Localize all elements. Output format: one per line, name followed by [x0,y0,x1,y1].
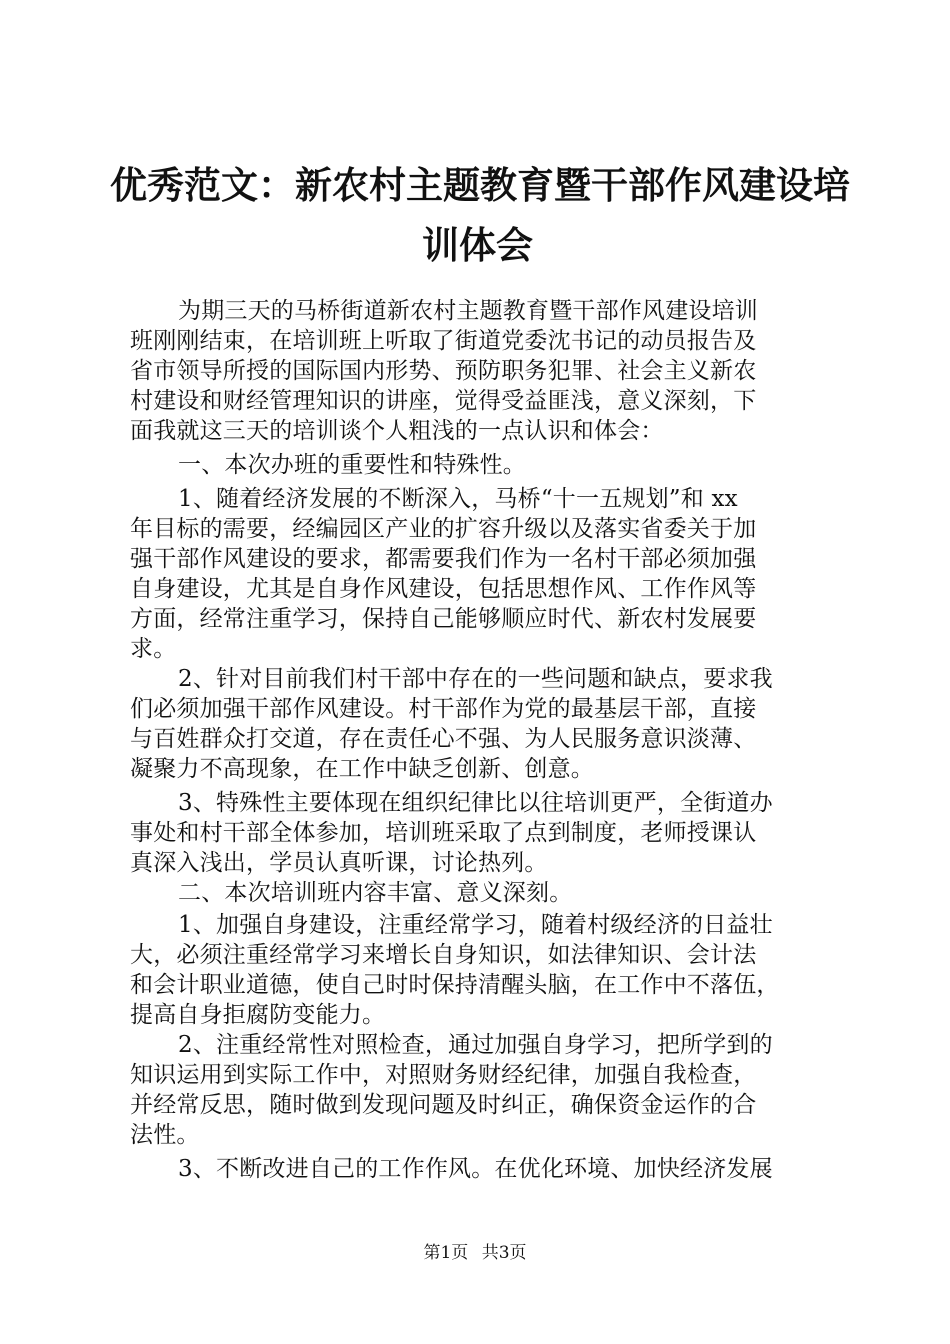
document-title-line-2: 训体会 [422,223,533,267]
body-line: 1、随着经济发展的不断深入，马桥“十一五规划”和 xx [178,486,738,512]
body-line: 年目标的需要，经编园区产业的扩容升级以及落实省委关于加 [130,516,757,542]
page-number: 第1页 [423,1243,469,1263]
body-line: 真深入浅出，学员认真听课，讨论热列。 [130,850,548,876]
document-title-line-1: 优秀范文：新农村主题教育暨干部作风建设培 [110,163,850,207]
body-line: 并经常反思，随时做到发现问题及时纠正，确保资金运作的合 [130,1092,757,1118]
section-heading: 二、本次培训班内容丰富、意义深刻。 [178,880,573,906]
body-line: 班刚刚结束，在培训班上听取了街道党委沈书记的动员报告及 [130,328,757,354]
body-line: 村建设和财经管理知识的讲座，觉得受益匪浅，意义深刻，下 [130,388,757,414]
body-line: 凝聚力不高现象，在工作中缺乏创新、创意。 [130,756,594,782]
body-line: 强干部作风建设的要求，都需要我们作为一名村干部必须加强 [130,546,757,572]
section-heading: 一、本次办班的重要性和特殊性。 [178,452,526,478]
body-line: 为期三天的马桥街道新农村主题教育暨干部作风建设培训 [178,298,758,324]
body-line: 和会计职业道德，使自己时时保持清醒头脑，在工作中不落伍， [130,972,780,998]
body-line: 们必须加强干部作风建设。村干部作为党的最基层干部，直接 [130,696,757,722]
body-line: 自身建设，尤其是自身作风建设，包括思想作风、工作作风等 [130,576,757,602]
body-line: 3、不断改进自己的工作作风。在优化环境、加快经济发展 [178,1156,773,1182]
body-line: 省市领导所授的国际国内形势、预防职务犯罪、社会主义新农 [130,358,757,384]
body-line: 面我就这三天的培训谈个人粗浅的一点认识和体会： [130,418,664,444]
body-line: 求。 [130,636,177,662]
body-line: 3、特殊性主要体现在组织纪律比以往培训更严，全街道办 [178,790,773,816]
body-line: 方面，经常注重学习，保持自己能够顺应时代、新农村发展要 [130,606,757,632]
body-line: 法性。 [130,1122,200,1148]
body-line: 1、加强自身建设，注重经常学习，随着村级经济的日益壮 [178,912,773,938]
body-line: 大，必须注重经常学习来增长自身知识，如法律知识、会计法 [130,942,757,968]
body-line: 与百姓群众打交道，存在责任心不强、为人民服务意识淡薄、 [130,726,757,752]
body-line: 知识运用到实际工作中，对照财务财经纪律，加强自我检查， [130,1062,757,1088]
page-footer [0,1242,950,1264]
page-total: 共3页 [481,1243,527,1263]
body-line: 事处和村干部全体参加，培训班采取了点到制度，老师授课认 [130,820,757,846]
body-line: 2、针对目前我们村干部中存在的一些问题和缺点，要求我 [178,666,773,692]
body-line: 2、注重经常性对照检查，通过加强自身学习，把所学到的 [178,1032,773,1058]
body-line: 提高自身拒腐防变能力。 [130,1002,386,1028]
